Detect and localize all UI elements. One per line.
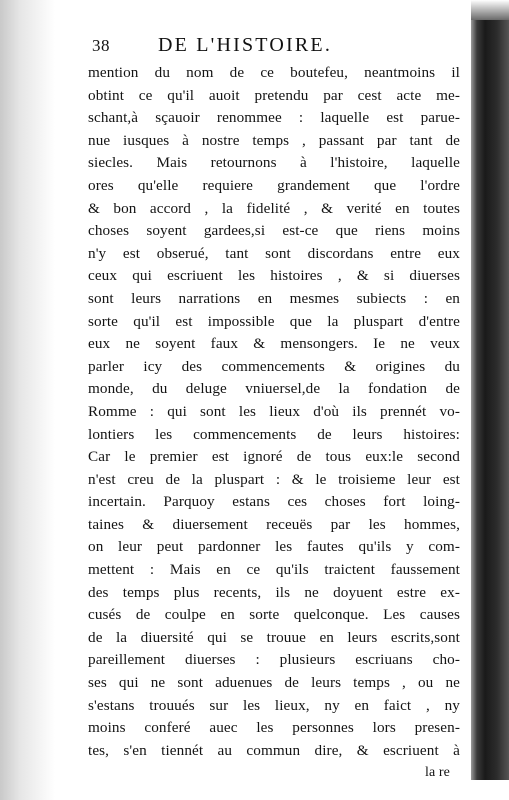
running-title: DE L'HISTOIRE. — [158, 34, 333, 56]
binding-shadow — [0, 0, 55, 800]
text-line: mettent : Mais en ce qu'ils traictent faussement — [88, 561, 460, 579]
text-line: eux ne soyent faux & mensongers. Ie ne veux — [88, 335, 460, 353]
text-line: n'est creu de la pluspart : & le troisieme leur est — [88, 470, 460, 488]
text-line: Car le premier est ignoré de tous eux:le second — [88, 448, 460, 466]
text-line: on leur peut pardonner les fautes qu'ils y com- — [88, 538, 460, 556]
text-line: ores qu'elle requiere grandement que l'ordre — [88, 176, 460, 194]
body-text — [88, 62, 460, 785]
text-line: lontiers les commencements de leurs histoires: — [88, 425, 460, 443]
text-line: siecles. Mais retournons à l'histoire, laquelle — [88, 154, 460, 172]
text-line: parler icy des commencements & origines du — [88, 357, 460, 375]
text-line: sont leurs narrations en mesmes subiects : en — [88, 289, 460, 307]
text-line: ceux qui escriuent les histoires , & si diuerses — [88, 267, 460, 285]
text-line: cusés de coulpe en sorte quelconque. Les causes — [88, 606, 460, 624]
text-line: Romme : qui sont les lieux d'où ils prennét vo- — [88, 402, 460, 420]
text-line: incertain. Parquoy estans ces choses fort loing- — [88, 493, 460, 511]
catchword: la re — [425, 765, 450, 781]
text-line: pareillement diuerses : plusieurs escriuans cho- — [88, 651, 460, 669]
adjacent-page-edge — [471, 20, 509, 780]
text-line: de la diuersité qui se trouue en leurs escrits,sont — [88, 628, 460, 646]
text-line: sorte qu'il est impossible que la pluspart d'entre — [88, 312, 460, 330]
page-number: 38 — [92, 36, 110, 55]
text-line: des temps plus recents, ils ne doyuent estre ex- — [88, 583, 460, 601]
text-line: taines & diuersement receuës par les hommes, — [88, 515, 460, 533]
text-line: & bon accord , la fidelité , & verité en toutes — [88, 199, 460, 217]
text-line: tes, s'en tiennét au commun dire, & escriuent à — [88, 741, 460, 759]
page-header — [92, 34, 460, 62]
text-line: schant,à sçauoir renommee : laquelle est parue- — [88, 109, 460, 127]
text-line: nue iusques à nostre temps , passant par tant de — [88, 131, 460, 149]
text-line: choses soyent gardees,si est-ce que riens moins — [88, 222, 460, 240]
text-line: mention du nom de ce boutefeu, neantmoins il — [88, 64, 460, 81]
text-line: moins conferé auec les personnes lors presen- — [88, 719, 460, 737]
text-line: n'y est obserué, tant sont discordans entre eux — [88, 244, 460, 262]
text-line: s'estans trouués sur les lieux, ny en faict , ny — [88, 696, 460, 714]
text-line: monde, du deluge vniuersel,de la fondation de — [88, 380, 460, 398]
text-line: obtint ce qu'il auoit pretendu par cest acte me- — [88, 86, 460, 104]
text-line: ses qui ne sont aduenues de leurs temps , ou ne — [88, 674, 460, 692]
